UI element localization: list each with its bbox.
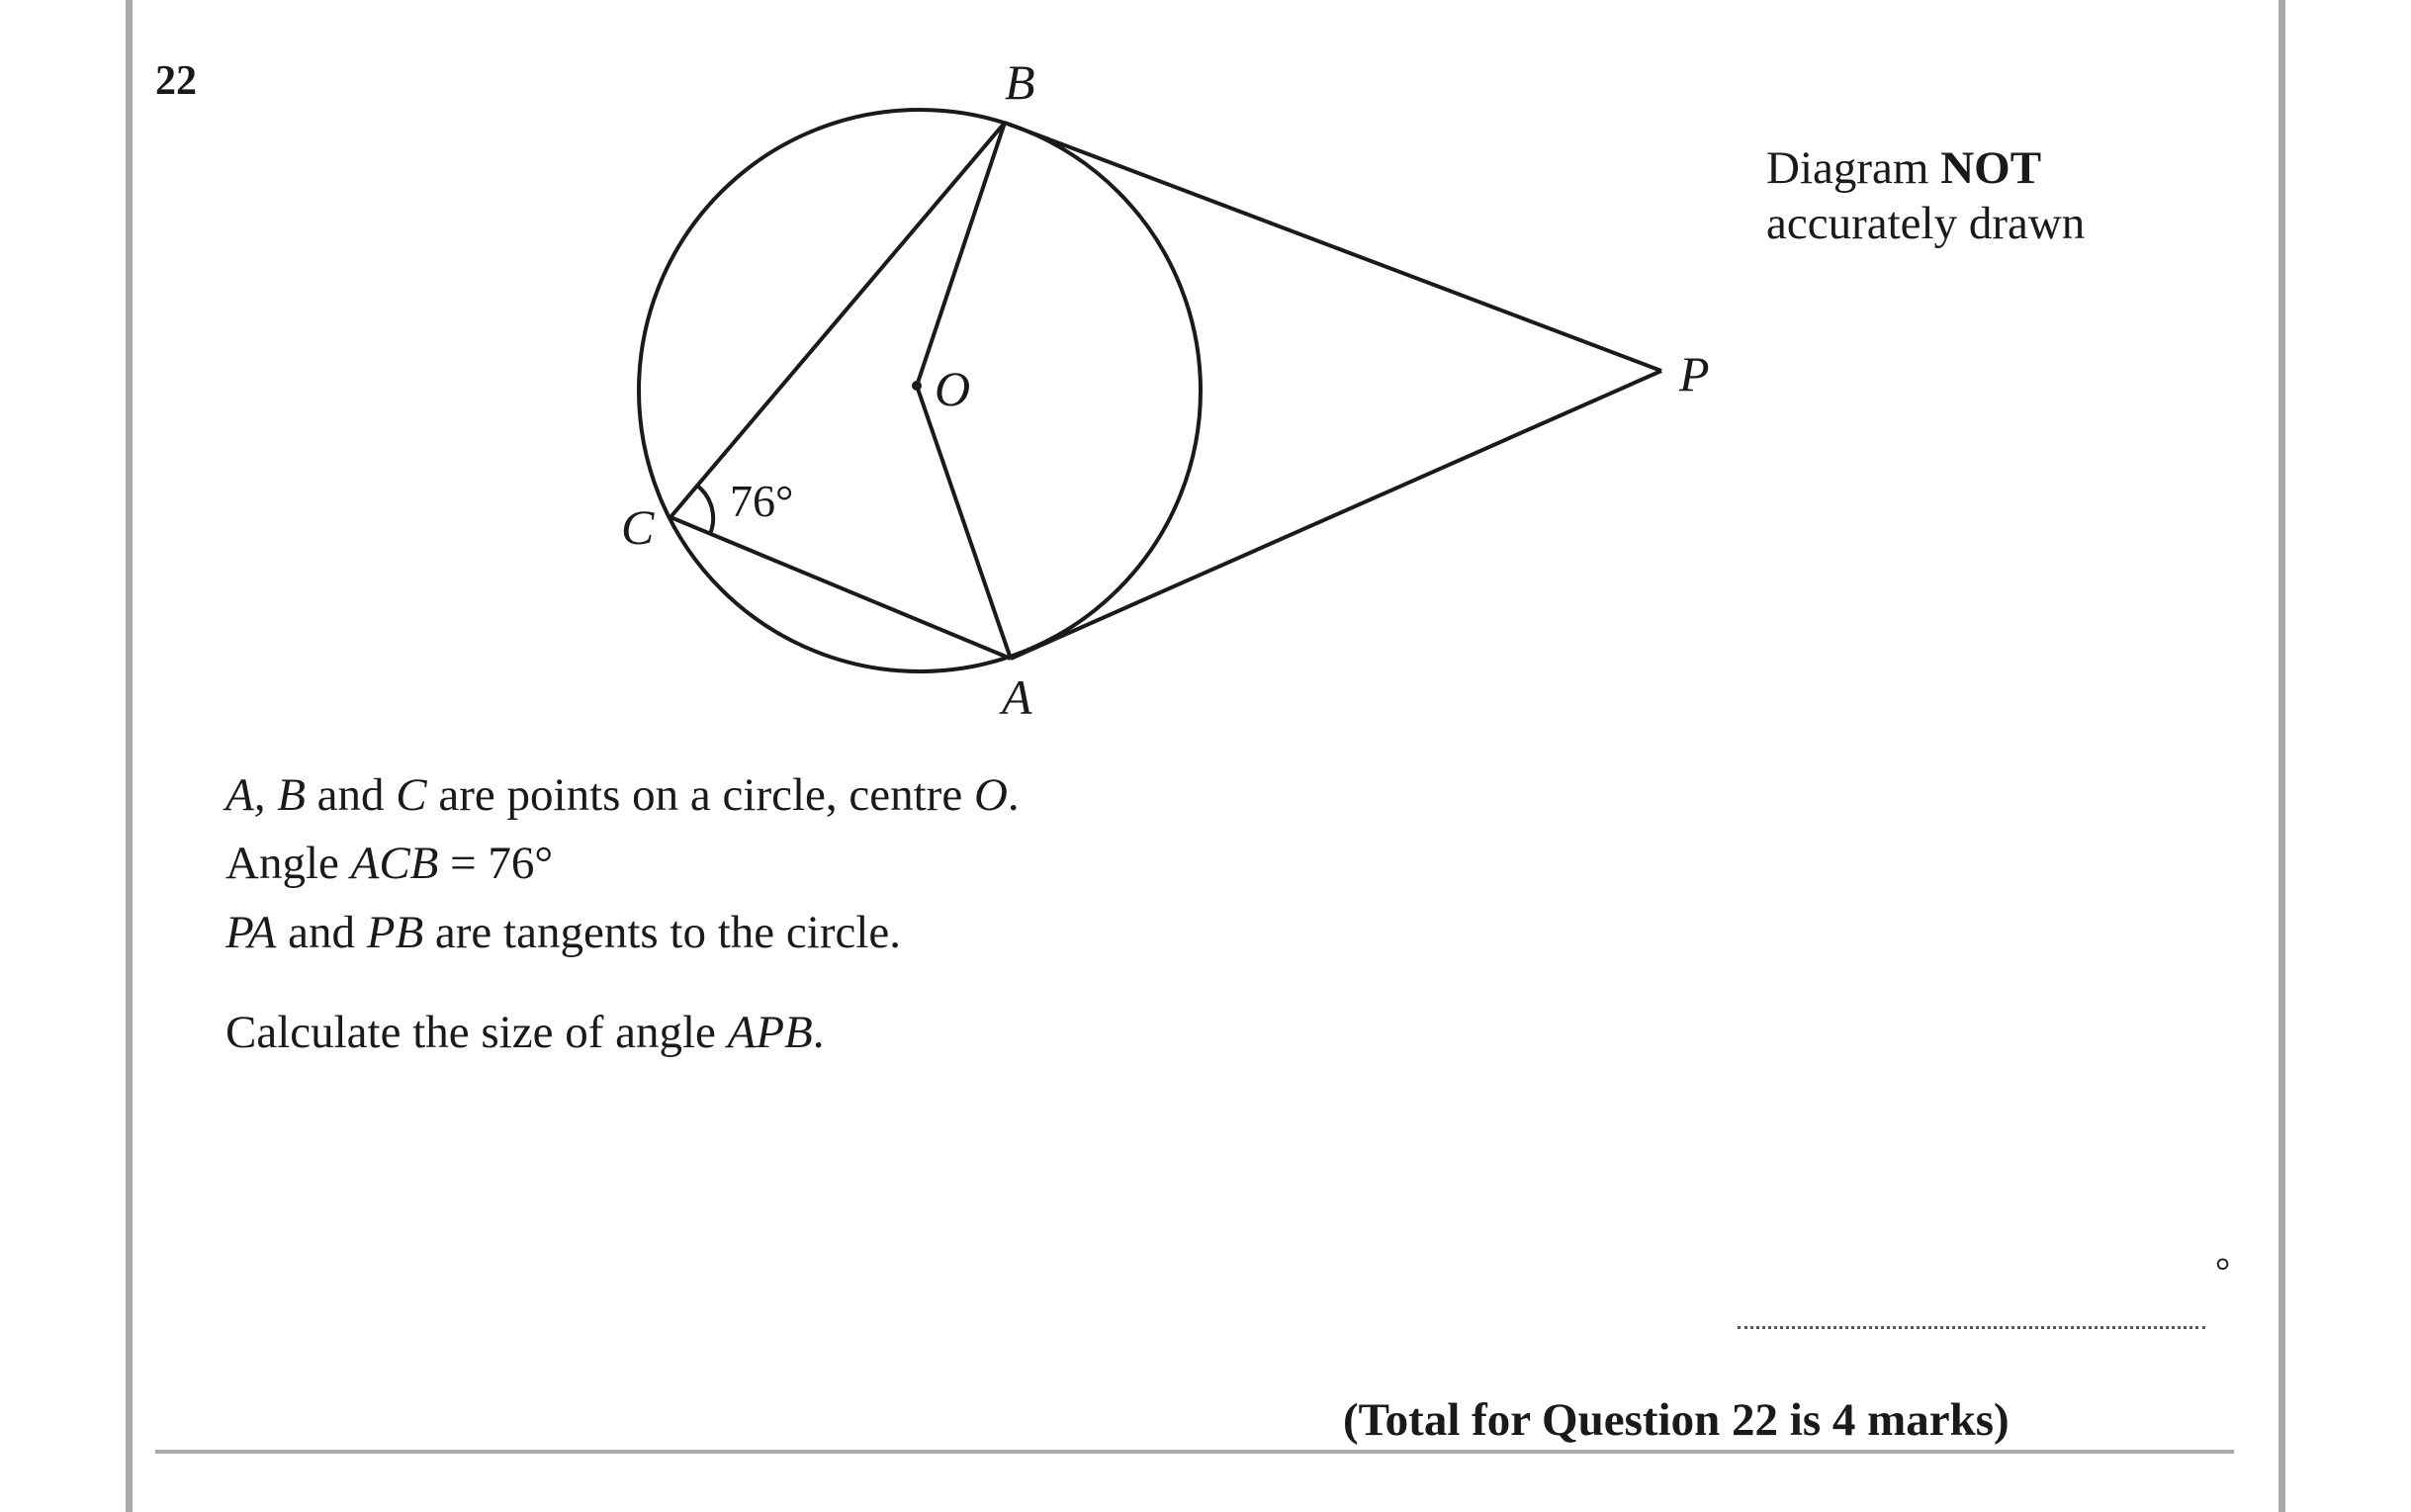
statement-line-1: A, B and C are points on a circle, centre O. <box>225 769 1020 821</box>
label-c: C <box>621 499 655 555</box>
radius-oa <box>917 386 1011 659</box>
total-marks: (Total for Question 22 is 4 marks) <box>1343 1394 2009 1446</box>
question-number: 22 <box>155 58 197 104</box>
label-b: B <box>1005 54 1035 110</box>
tangent-pa <box>1011 371 1661 659</box>
note-suffix: accurately drawn <box>1766 198 2086 249</box>
statement-line-2: Angle ACB = 76° <box>225 838 554 889</box>
label-a: A <box>1002 669 1032 725</box>
note-prefix: Diagram <box>1766 142 1941 194</box>
angle-arc <box>697 486 713 534</box>
label-p: P <box>1679 346 1710 401</box>
note-bold: NOT <box>1940 142 2042 194</box>
answer-unit: ° <box>2215 1251 2231 1292</box>
question-prompt: Calculate the size of angle APB. <box>225 1007 825 1058</box>
diagram-note <box>1766 140 2085 251</box>
answer-line[interactable] <box>1738 1326 2205 1329</box>
bottom-rule <box>155 1450 2234 1454</box>
label-o: O <box>935 361 971 416</box>
angle-76-label: 76° <box>730 476 794 526</box>
chord-cb <box>670 123 1005 517</box>
radius-ob <box>917 123 1005 386</box>
statement-line-3: PA and PB are tangents to the circle. <box>225 907 902 958</box>
tangent-pb <box>1005 123 1661 371</box>
centre-dot <box>912 381 922 391</box>
